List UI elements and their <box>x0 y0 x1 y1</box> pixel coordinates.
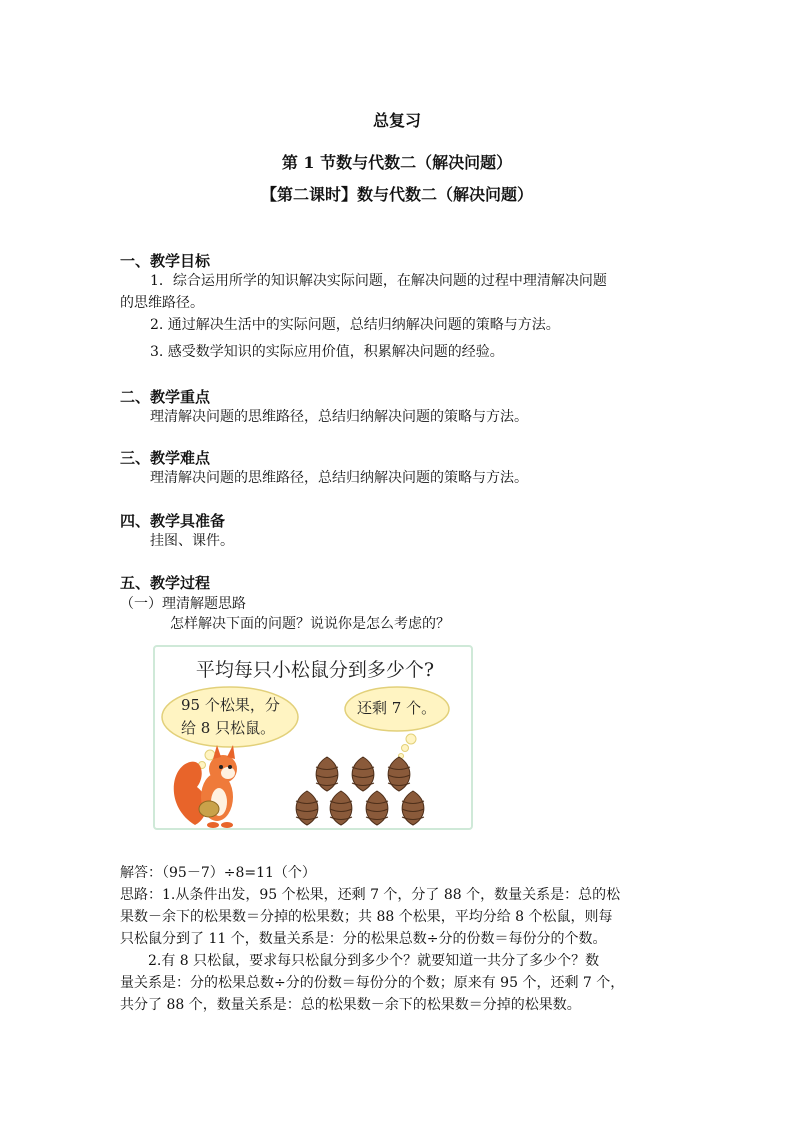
goal-item-3: 3. 感受数学知识的实际应用价值，积累解决问题的经验。 <box>150 344 504 360</box>
goal-item-1-line-2: 的思维路径。 <box>120 295 204 311</box>
bubble-left-line-1: 95 个松果，分 <box>181 696 280 714</box>
goal-item-1-line-1: 1．综合运用所学的知识解决实际问题，在解决问题的过程中理清解决问题 <box>150 273 607 289</box>
tools-text: 挂图、课件。 <box>150 533 234 549</box>
pinecone-icon <box>330 791 352 825</box>
process-subheading: （一）理清解题思路 <box>120 596 246 612</box>
goals-heading: 一、教学目标 <box>120 252 211 270</box>
tools-heading: 四、教学具准备 <box>120 512 226 530</box>
bubble-left-line-2: 给 8 只松鼠。 <box>181 719 276 737</box>
pinecone-icon <box>296 791 318 825</box>
pinecone-icon <box>352 757 374 791</box>
difficulty-text: 理清解决问题的思维路径，总结归纳解决问题的策略与方法。 <box>150 470 528 486</box>
focus-heading: 二、教学重点 <box>120 388 211 406</box>
think-1-line-2: 果数－余下的松果数＝分掉的松果数；共 88 个松果，平均分给 8 个松鼠，则每 <box>120 909 613 925</box>
think-1-line-1: 思路：1.从条件出发，95 个松果，还剩 7 个，分了 88 个，数量关系是：总的松 <box>120 887 621 903</box>
section-title: 第 1 节数与代数二（解决问题） <box>281 153 513 172</box>
pinecone-group <box>296 757 424 825</box>
pinecone-icon <box>388 757 410 791</box>
bubble-right-text: 还剩 7 个。 <box>357 699 437 717</box>
think-1-line-3: 只松鼠分到了 11 个，数量关系是：分的松果总数÷分的份数＝每份分的个数。 <box>120 931 607 947</box>
page-title: 总复习 <box>372 111 421 130</box>
pinecone-icon <box>316 757 338 791</box>
lesson-title: 【第二课时】数与代数二（解决问题） <box>260 185 533 204</box>
illustration-question: 平均每只小松鼠分到多少个? <box>195 659 435 681</box>
difficulty-heading: 三、教学难点 <box>120 449 211 467</box>
pinecone-icon <box>402 791 424 825</box>
goal-item-2: 2. 通过解决生活中的实际问题，总结归纳解决问题的策略与方法。 <box>150 317 560 333</box>
focus-text: 理清解决问题的思维路径，总结归纳解决问题的策略与方法。 <box>150 409 528 425</box>
process-heading: 五、教学过程 <box>120 574 211 592</box>
pinecone-icon <box>366 791 388 825</box>
squirrel-illustration <box>153 645 473 830</box>
think-2-line-1: 2.有 8 只松鼠，要求每只松鼠分到多少个？就要知道一共分了多少个？数 <box>148 953 600 969</box>
think-2-line-3: 共分了 88 个，数量关系是：总的松果数－余下的松果数＝分掉的松果数。 <box>120 997 581 1013</box>
process-prompt: 怎样解决下面的问题？说说你是怎么考虑的？ <box>170 616 450 632</box>
answer-line: 解答：（95－7）÷8=11（个） <box>120 865 316 881</box>
think-2-line-2: 量关系是：分的松果总数÷分的份数＝每份分的个数；原来有 95 个，还剩 7 个， <box>120 975 625 991</box>
